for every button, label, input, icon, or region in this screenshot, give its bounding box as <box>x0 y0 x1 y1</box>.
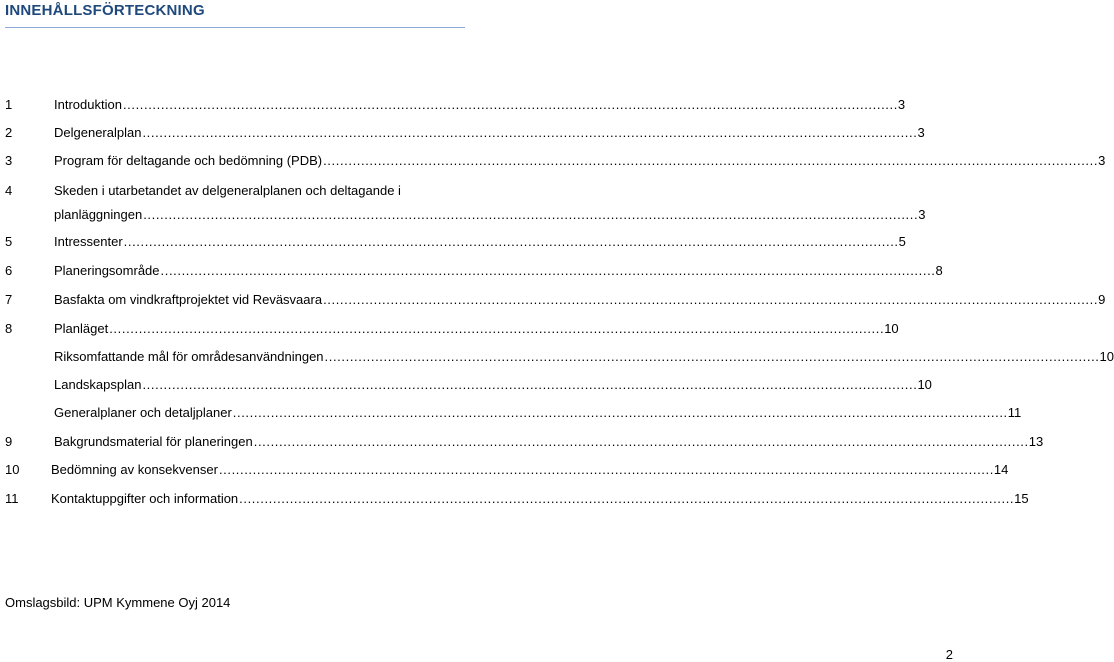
toc-entry-number: 9 <box>5 434 13 449</box>
toc-entry-number: 1 <box>5 97 13 112</box>
toc-entry-number: 8 <box>5 321 13 336</box>
toc-dot-leader: ........................................................................................................................................................................................ <box>143 207 919 222</box>
toc-entry[interactable] <box>0 490 1029 508</box>
toc-entry-number: 3 <box>5 153 13 168</box>
toc-entry-number: 5 <box>5 234 13 249</box>
toc-entry-title: Bedömning av konsekvenser <box>51 462 218 477</box>
toc-entry[interactable] <box>0 96 906 114</box>
toc-entry-title: Intressenter <box>54 234 123 249</box>
toc-entry-title: Landskapsplan <box>54 377 142 392</box>
toc-entry-title: Planläget <box>54 321 109 336</box>
cover-photo-credit: Omslagsbild: UPM Kymmene Oyj 2014 <box>5 595 231 610</box>
toc-entry[interactable] <box>0 320 899 338</box>
toc-entry-page: 3 <box>1098 153 1106 168</box>
toc-entry[interactable] <box>0 124 925 142</box>
toc-dot-leader: ........................................................................................................................................................................................ <box>323 292 1099 307</box>
toc-entry[interactable] <box>0 461 1009 479</box>
toc-entry-number: 2 <box>5 125 13 140</box>
toc-entry-number: 11 <box>5 491 19 506</box>
toc-entry-page: 3 <box>917 125 925 140</box>
toc-dot-leader: ........................................................................................................................................................................................ <box>253 434 1029 449</box>
toc-dot-leader: ........................................................................................................................................................................................ <box>109 321 885 336</box>
toc-entry-title: Delgeneralplan <box>54 125 142 140</box>
toc-entry-page: 9 <box>1098 292 1106 307</box>
toc-entry[interactable] <box>0 348 1114 366</box>
toc-entry-page: 15 <box>1014 491 1029 506</box>
toc-entry[interactable] <box>0 291 1106 309</box>
toc-dot-leader: ........................................................................................................................................................................................ <box>239 491 1015 506</box>
toc-entry[interactable] <box>0 183 926 224</box>
toc-entry-page: 8 <box>935 263 943 278</box>
toc-dot-leader: ........................................................................................................................................................................................ <box>142 377 918 392</box>
toc-entry-title: Kontaktuppgifter och information <box>51 491 239 506</box>
toc-heading: INNEHÅLLSFÖRTECKNING <box>5 2 205 19</box>
toc-entry-page: 13 <box>1028 434 1044 449</box>
toc-dot-leader: ........................................................................................................................................................................................ <box>232 405 1008 420</box>
toc-entry-title-line1: Skeden i utarbetandet av delgeneralplanen och deltagande i <box>54 183 401 198</box>
toc-entry[interactable] <box>0 376 932 394</box>
toc-entry-page: 10 <box>1099 349 1114 364</box>
toc-entry-title: Program för deltagande och bedömning (PDB) <box>54 153 323 168</box>
page-number: 2 <box>945 647 953 662</box>
toc-dot-leader: ........................................................................................................................................................................................ <box>324 349 1100 364</box>
toc-heading-rule <box>5 27 465 28</box>
toc-entry-title: Planeringsområde <box>54 263 160 278</box>
toc-entry-title: Riksomfattande mål för områdesanvändningen <box>54 349 324 364</box>
toc-entry-number: 7 <box>5 292 13 307</box>
toc-dot-leader: ........................................................................................................................................................................................ <box>123 234 899 249</box>
toc-entry[interactable] <box>0 262 943 280</box>
toc-entry[interactable] <box>0 404 1022 422</box>
toc-entry-title: planläggningen <box>54 207 143 222</box>
toc-entry[interactable] <box>0 433 1044 451</box>
toc-dot-leader: ........................................................................................................................................................................................ <box>323 153 1099 168</box>
toc-entry-number: 6 <box>5 263 13 278</box>
toc-entry-page: 5 <box>898 234 906 249</box>
toc-entry-page: 10 <box>884 321 899 336</box>
toc-entry-title: Basfakta om vindkraftprojektet vid Reväsvaara <box>54 292 323 307</box>
toc-dot-leader: ........................................................................................................................................................................................ <box>160 263 936 278</box>
toc-entry-title: Introduktion <box>54 97 122 112</box>
toc-entry-page: 14 <box>993 462 1009 477</box>
toc-entry-title: Bakgrundsmaterial för planeringen <box>54 434 253 449</box>
toc-entry-page: 3 <box>897 97 906 112</box>
toc-dot-leader: ........................................................................................................................................................................................ <box>218 462 994 477</box>
toc-entry-number: 4 <box>5 183 13 198</box>
toc-entry-page: 11 <box>1007 405 1022 420</box>
toc-entry-page: 3 <box>918 207 926 222</box>
toc-entry-page: 10 <box>917 377 932 392</box>
toc-entry-number: 10 <box>5 462 20 477</box>
toc-entry-title: Generalplaner och detaljplaner <box>54 405 232 420</box>
toc-entry[interactable] <box>0 233 906 251</box>
toc-entry[interactable] <box>0 152 1106 170</box>
toc-dot-leader: ........................................................................................................................................................................................ <box>142 125 918 140</box>
toc-dot-leader: ........................................................................................................................................................................................ <box>122 97 898 112</box>
